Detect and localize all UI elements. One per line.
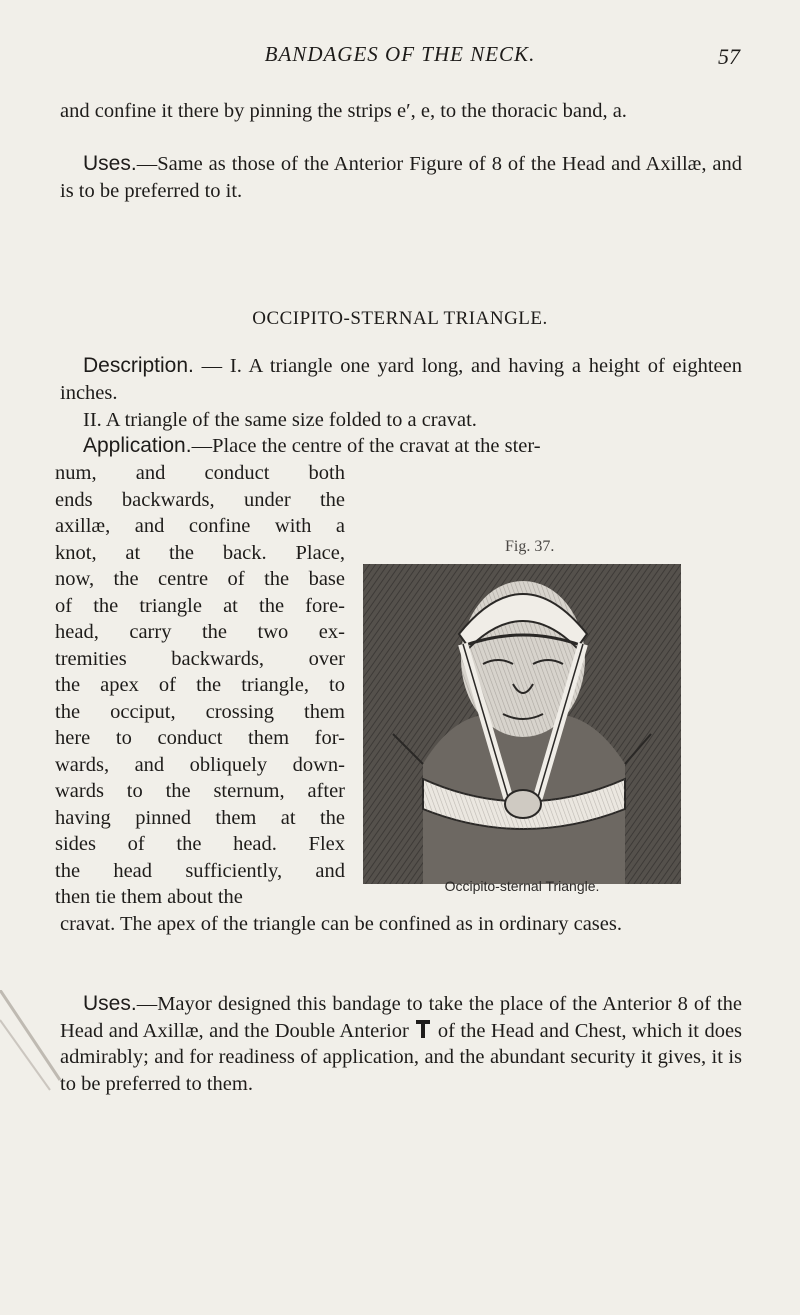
figure-engraving	[363, 564, 681, 884]
application-column-line: head, carry the two ex-	[55, 621, 345, 643]
application-column-line: here to conduct them for-	[55, 727, 345, 749]
application-column-line: of the triangle at the fore-	[55, 594, 345, 617]
uses-text-2a: —Mayor designed this bandage to take the place of the Anterior 8 of the Head and Axillæ, and the Double Anterior	[60, 993, 742, 1042]
application-column-line: the apex of the triangle, to	[55, 674, 345, 696]
uses-paragraph-2	[60, 991, 742, 1097]
application-first-line	[60, 433, 742, 460]
t-bandage-icon	[416, 1020, 430, 1038]
uses-paragraph-1	[60, 151, 742, 204]
section-title: OCCIPITO-STERNAL TRIANGLE.	[252, 308, 548, 329]
running-title: BANDAGES OF THE NECK.	[264, 42, 536, 66]
application-column-line: wards to the sternum, after	[55, 780, 345, 802]
application-column-line: knot, at the back. Place,	[55, 541, 345, 564]
application-column-line: the head sufficiently, and	[55, 859, 345, 882]
figure-label: Fig. 37.	[505, 538, 555, 555]
application-column-line: tremities backwards, over	[55, 647, 345, 670]
page-crease-mark	[0, 990, 70, 1100]
page-header	[60, 42, 740, 72]
page-number: 57	[718, 44, 740, 69]
application-column-line: now, the centre of the base	[55, 568, 345, 590]
application-column-line: then tie them about the	[55, 886, 243, 908]
application-first-text: —Place the centre of the cravat at the ster-	[191, 435, 541, 457]
description-heading: Description.	[83, 354, 194, 377]
occipito-sternal-triangle-illustration	[363, 564, 681, 884]
intro-paragraph: and confine it there by pinning the strips e′, e, to the thoracic band, a.	[60, 100, 627, 122]
application-column-line: wards, and obliquely down-	[55, 753, 345, 776]
application-column-line: having pinned them at the	[55, 806, 345, 829]
application-closing: cravat. The apex of the triangle can be confined as in ordinary cases.	[60, 913, 622, 935]
uses-text-2b: of the Head and Chest, which it does admirably; and for readiness of application, and the abundant security it gives, it is to be preferred to them.	[60, 1019, 743, 1095]
figure-caption: Occipito-sternal Triangle.	[444, 878, 600, 894]
description-paragraph	[60, 353, 742, 406]
application-heading: Application.	[83, 434, 192, 457]
application-column-line: sides of the head. Flex	[55, 833, 345, 855]
uses-heading-1: Uses.	[83, 152, 137, 175]
uses-heading-2: Uses.	[83, 992, 137, 1015]
uses-text-1: —Same as those of the Anterior Figure of 8 of the Head and Axillæ, and is to be preferred to it.	[60, 153, 742, 202]
description-item-2: II. A triangle of the same size folded to a cravat.	[83, 409, 477, 431]
application-column-line: ends backwards, under the	[55, 488, 345, 511]
application-column-line: axillæ, and confine with a	[55, 515, 345, 537]
application-column-line: the occiput, crossing them	[55, 700, 345, 723]
application-column-line: num, and conduct both	[55, 462, 345, 484]
application-column	[55, 460, 345, 911]
description-item-1: — I. A triangle one yard long, and having a height of eighteen inches.	[60, 355, 742, 404]
